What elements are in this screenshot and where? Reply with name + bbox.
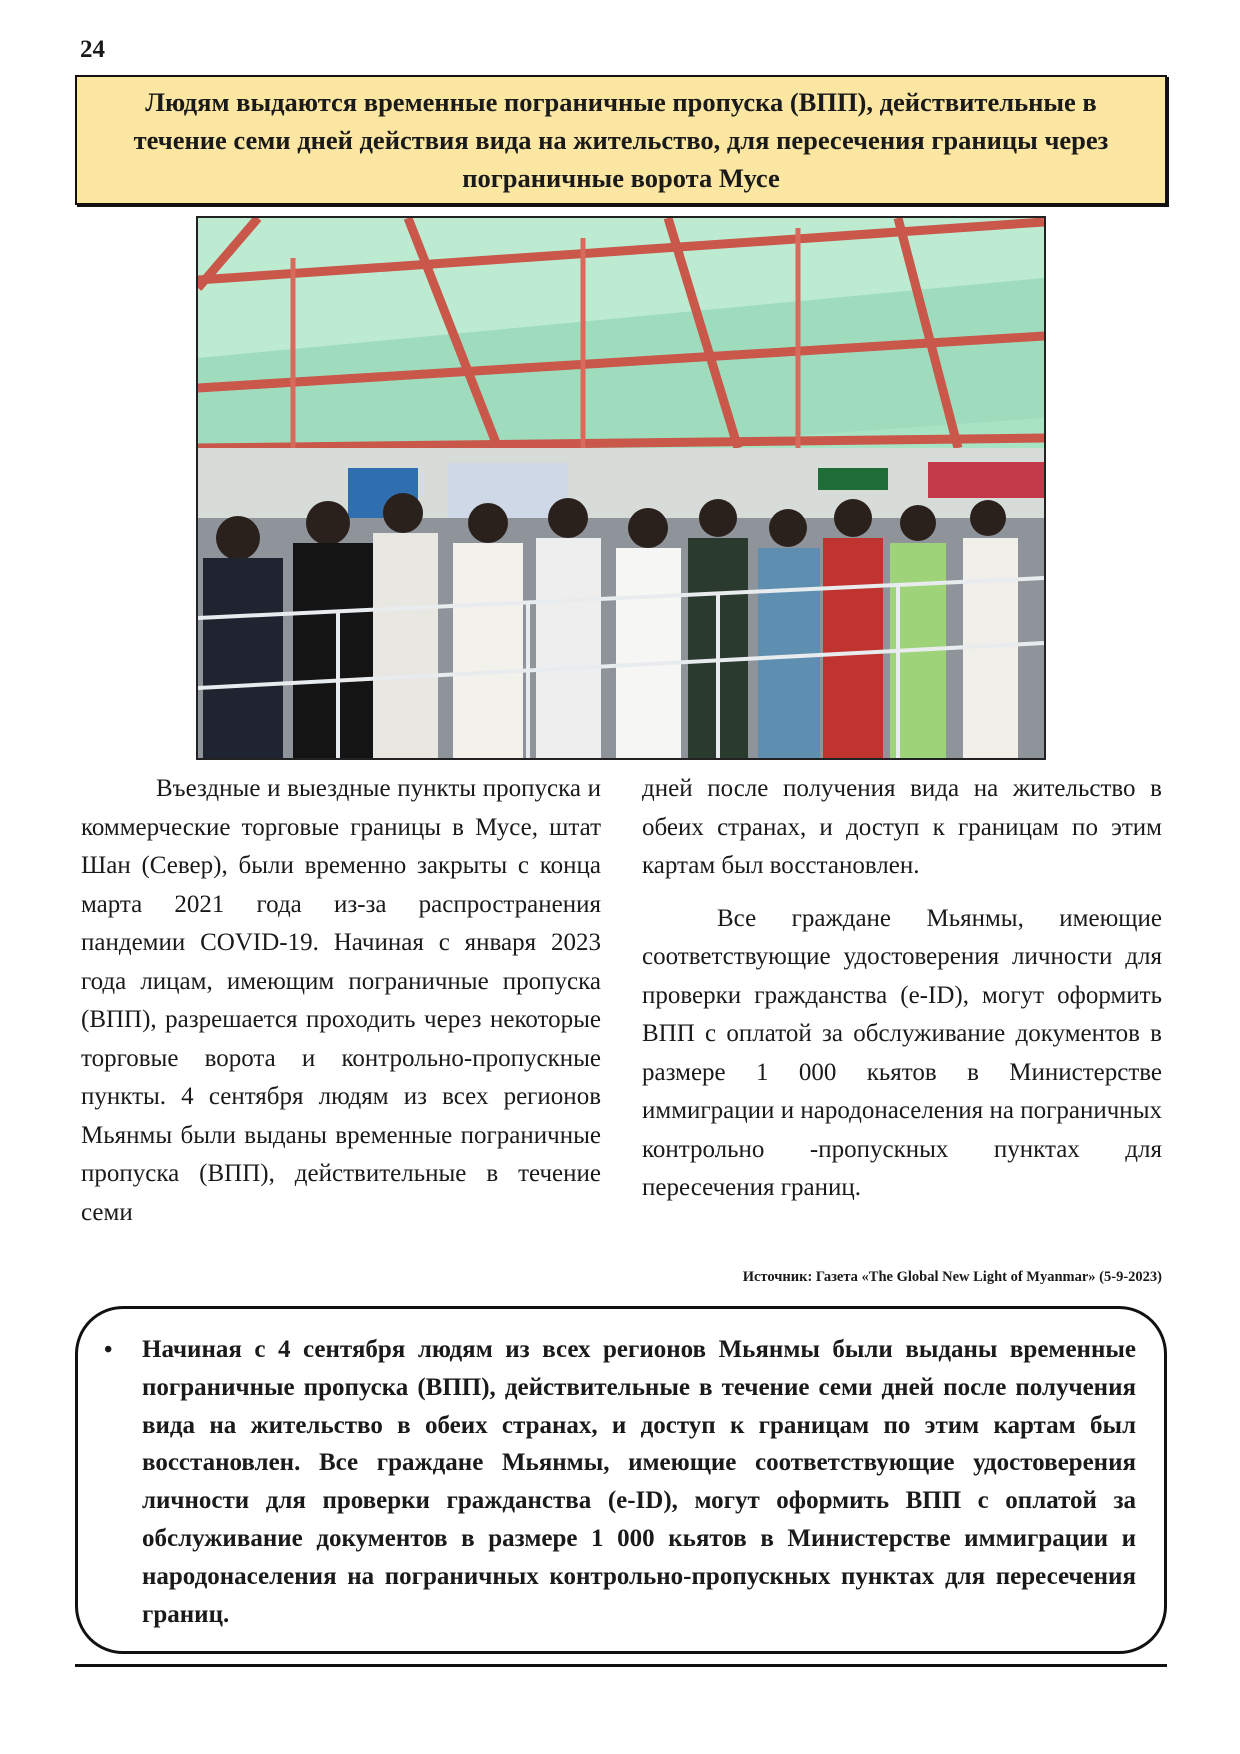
article-column-right: [642, 770, 1162, 1208]
title-banner: [75, 75, 1167, 205]
article-paragraph-continuation: дней после получения вида на жительство в обеих странах, и доступ к границам по этим картам был восстановлен.: [642, 775, 1162, 879]
summary-box: [75, 1306, 1167, 1654]
summary-text: Начиная с 4 сентября людям из всех регионов Мьянмы были выданы временные пограничные пропуска (ВПП), действительные в течение семи дней после получения вида на жительство в обеих странах, и доступ к границам по этим картам был восстановлен. Все граждане Мьянмы, имеющие соответствующие удостоверения личности для проверки гражданства (e-ID), могут оформить ВПП с оплатой за обслуживание документов в размере 1 000 кьятов в Министерстве иммиграции и народонаселения на пограничных контрольно-пропускных пунктах для пересечения границ.: [142, 1336, 1136, 1628]
page-number: 24: [80, 36, 105, 63]
bottom-divider: [75, 1664, 1167, 1667]
article-paragraph: Все граждане Мьянмы, имеющие соответствующие удостоверения личности для проверки гражданства (e-ID), могут оформить ВПП с оплатой за обслуживание документов в размере 1 000 кьятов в Министерстве иммиграции и народонаселения на пограничных контрольно -пропускных пунктах для пересечения границ.: [642, 904, 1162, 1201]
bullet-icon: •: [104, 1337, 113, 1363]
source-citation: Источник: Газета «The Global New Light of Myanmar» (5-9-2023): [742, 1269, 1162, 1285]
article-column-left: [81, 770, 601, 1232]
summary-bullet-item: [104, 1331, 1136, 1633]
photo-illustration: [198, 218, 1044, 758]
page-title: Людям выдаются временные пограничные пропуска (ВПП), действительные в течение семи дней действия вида на жительство, для пересечения границы через пограничные ворота Мусе: [133, 87, 1109, 193]
article-paragraph: Въездные и выездные пункты пропуска и коммерческие торговые границы в Мусе, штат Шан (Север), были временно закрыты с конца марта 2021 года из-за распространения пандемии COVID-19. Начиная с января 2023 года лицам, имеющим пограничные пропуска (ВПП), разрешается проходить через некоторые торговые ворота и контрольно-пропускные пункты. 4 сентября людям из всех регионов Мьянмы были выданы временные пограничные пропуска (ВПП), действительные в течение семи: [81, 775, 601, 1226]
border-checkpoint-photo: [196, 216, 1046, 760]
